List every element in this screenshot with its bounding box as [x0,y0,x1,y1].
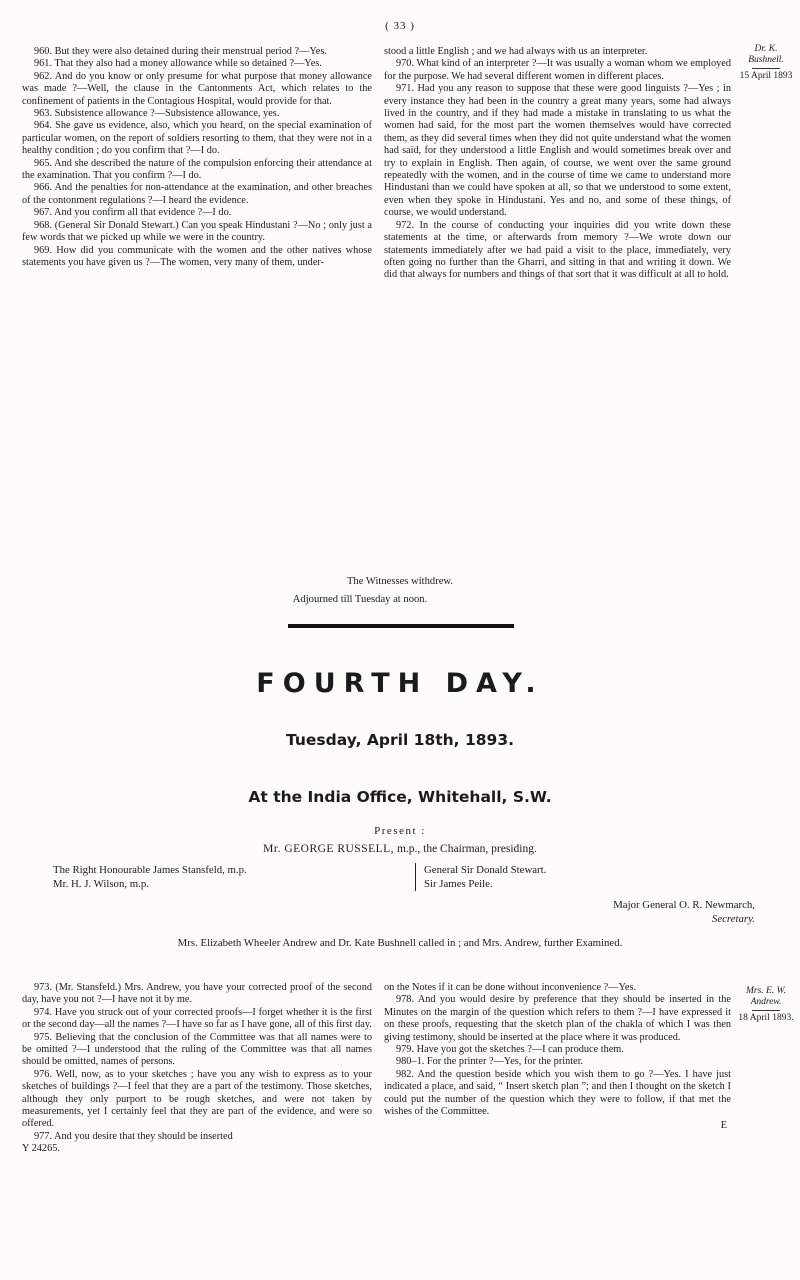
question-980-981: 980–1. For the printer ?—Yes, for the printer. [396,1056,584,1068]
adjourned-note: Adjourned till Tuesday at noon. [292,594,428,605]
question-963: 963. Subsistence allowance ?—Subsistence allowance, yes. [34,108,280,120]
question-971: 971. Had you any reason to suppose that these were good linguists ?—Yes ; in every instance they had been in the country a great many years, some had always lived in the country, and if they had made a mistake in translating to us what the women had said, for the most part the women themselves would have corrected them, as they did several times when they did not quite understand what the women had said, for they understood a little English and would sometimes break over and try to explain in English. Then again, of course, we went over the same ground repeatedly with the women, and in the course of time we came to understand more Hindustani than we could have spoken at all, so that we understood to some extent, even when they spoke in Hindustani. Yes and no, and some of these things, of course, we would understand. [384,83,731,219]
member: The Right Honourable James Stansfeld, m.p. [53,864,247,876]
printer-signature: Y 24265. [22,1143,60,1155]
margin-rule [752,68,780,69]
continuation-977: on the Notes if it can be done without inconvenience ?—Yes. [384,982,637,993]
bottom-right-column [384,982,731,1133]
day-heading: FOURTH DAY. [256,668,544,699]
secretary-title: Secretary. [711,913,755,925]
witnesses-called-in: Mrs. Elizabeth Wheeler Andrew and Dr. Kate Bushnell called in ; and Mrs. Andrew, further Examined. [177,937,623,949]
question-960: 960. But they were also detained during their menstrual period ?—Yes. [34,46,327,57]
page-number: ( 33 ) [385,20,415,32]
question-966: 966. And the penalties for non-attendance at the examination, and other breaches of the contonment regulations ?—I heard the evidence. [22,182,372,206]
signature-letter: E [720,1120,727,1132]
chairman-role: m.p., the Chairman, presiding. [394,843,537,855]
members-right [415,863,546,891]
question-967: 967. And you confirm all that evidence ?—I do. [34,207,232,219]
question-965: 965. And she described the nature of the compulsion enforcing their attendance at the examination. That you confirm ?—I do. [22,157,372,182]
witnesses-withdrew: The Witnesses withdrew. [346,576,454,587]
top-right-column [384,46,731,282]
place-heading: At the India Office, Whitehall, S.W. [248,788,552,806]
chairman-line [0,843,800,855]
section-divider [288,624,514,628]
question-976: 976. Well, now, as to your sketches ; have you any wish to express as to your sketches of buildings ?—I feel that they are a part of the testimony. Those sketches, although they only purport to be rough sketches, and were not taken by measurements, yet I certainly feel that they are part of the evidence, and were so offered. [22,1068,372,1130]
members-left [53,863,247,891]
question-968: 968. (General Sir Donald Stewart.) Can you speak Hindustani ?—No ; only just a few words that we picked up while we were in the country. [22,219,372,244]
bottom-left-column [22,982,372,1156]
margin-date: 15 April 1893 [739,71,793,81]
question-970: 970. What kind of an interpreter ?—It was usually a woman whom we employed for the purpose. We had several different women in different places. [384,58,731,82]
question-961: 961. That they also had a money allowance while so detained ?—Yes. [34,58,322,70]
question-962: 962. And do you know or only presume for what purpose that money allowance was made ?—Well, the clause in the Cantonments Act, which relates to the confinement of patients in the Contagious Hospital, would provide for that. [22,70,372,107]
question-977: 977. And you desire that they should be inserted [34,1130,233,1142]
member: Sir James Peile. [424,878,493,890]
question-969: 969. How did you communicate with the women and the other natives whose statements you have given us ?—The women, very many of them, under- [22,244,372,268]
member: Mr. H. J. Wilson, m.p. [53,878,149,890]
secretary-block [510,898,755,926]
question-982: 982. And the question beside which you wish them to go ?—Yes. I have just indicated a place, and said, “ Insert sketch plan ”; and then I thought on the sketch I could put the number of the question which they were to follow, if that met the wishes of the Committee. [384,1068,731,1118]
margin-witness-name: Dr. K. Bushnell. [748,44,784,65]
date-heading: Tuesday, April 18th, 1893. [286,731,514,749]
question-964: 964. She gave us evidence, also, which you heard, on the special examination of particular women, on the report of soldiers resorting to them, that they were not in a healthy condition ; do you confirm that ?—I do. [22,120,372,157]
question-972: 972. In the course of conducting your inquiries did you write down these statements at the time, or afterwards from memory ?—We wrote down our statements immediately after we had paid a visit to the place, immediately, very often going no further than the Gharri, and sitting in that and writing it down. We did that always for numbers and things of that sort that it was difficult at all to hold. [384,219,731,281]
margin-note-top [736,44,796,82]
question-979: 979. Have you got the sketches ?—I can produce them. [396,1044,624,1056]
question-973: 973. (Mr. Stansfeld.) Mrs. Andrew, you have your corrected proof of the second day, have you not ?—I have not it by me. [22,982,372,1006]
member: General Sir Donald Stewart. [424,864,547,876]
top-left-column [22,46,372,269]
present-label: Present : [374,825,426,837]
margin-witness-name: Mrs. E. W. Andrew. [745,986,787,1007]
margin-date: 18 April 1893. [738,1013,794,1023]
margin-note-bottom [736,986,796,1024]
continuation-969: stood a little English ; and we had always with us an interpreter. [384,46,648,57]
question-975: 975. Believing that the conclusion of the Committee was that all names were to be omitted ?—I understood that the ruling of the Committee was that all names should be omitted, names of persons. [22,1031,372,1068]
secretary-name: Major General O. R. Newmarch, [613,899,755,911]
chairman-name: Mr. GEORGE RUSSELL, [263,843,395,855]
question-974: 974. Have you struck out of your corrected proofs—I forget whether it is the first or the second day—all the names ?—I have so far as I have gone, all of this first day. [22,1006,372,1031]
margin-rule [752,1010,780,1011]
question-978: 978. And you would desire by preference that they should be inserted in the Minutes on the margin of the question which refers to them ?—I have expressed it on these proofs, requesting that the sketch plan of the chakla of which I was then giving testimony, should be inserted at the place where it was produced. [384,994,731,1043]
